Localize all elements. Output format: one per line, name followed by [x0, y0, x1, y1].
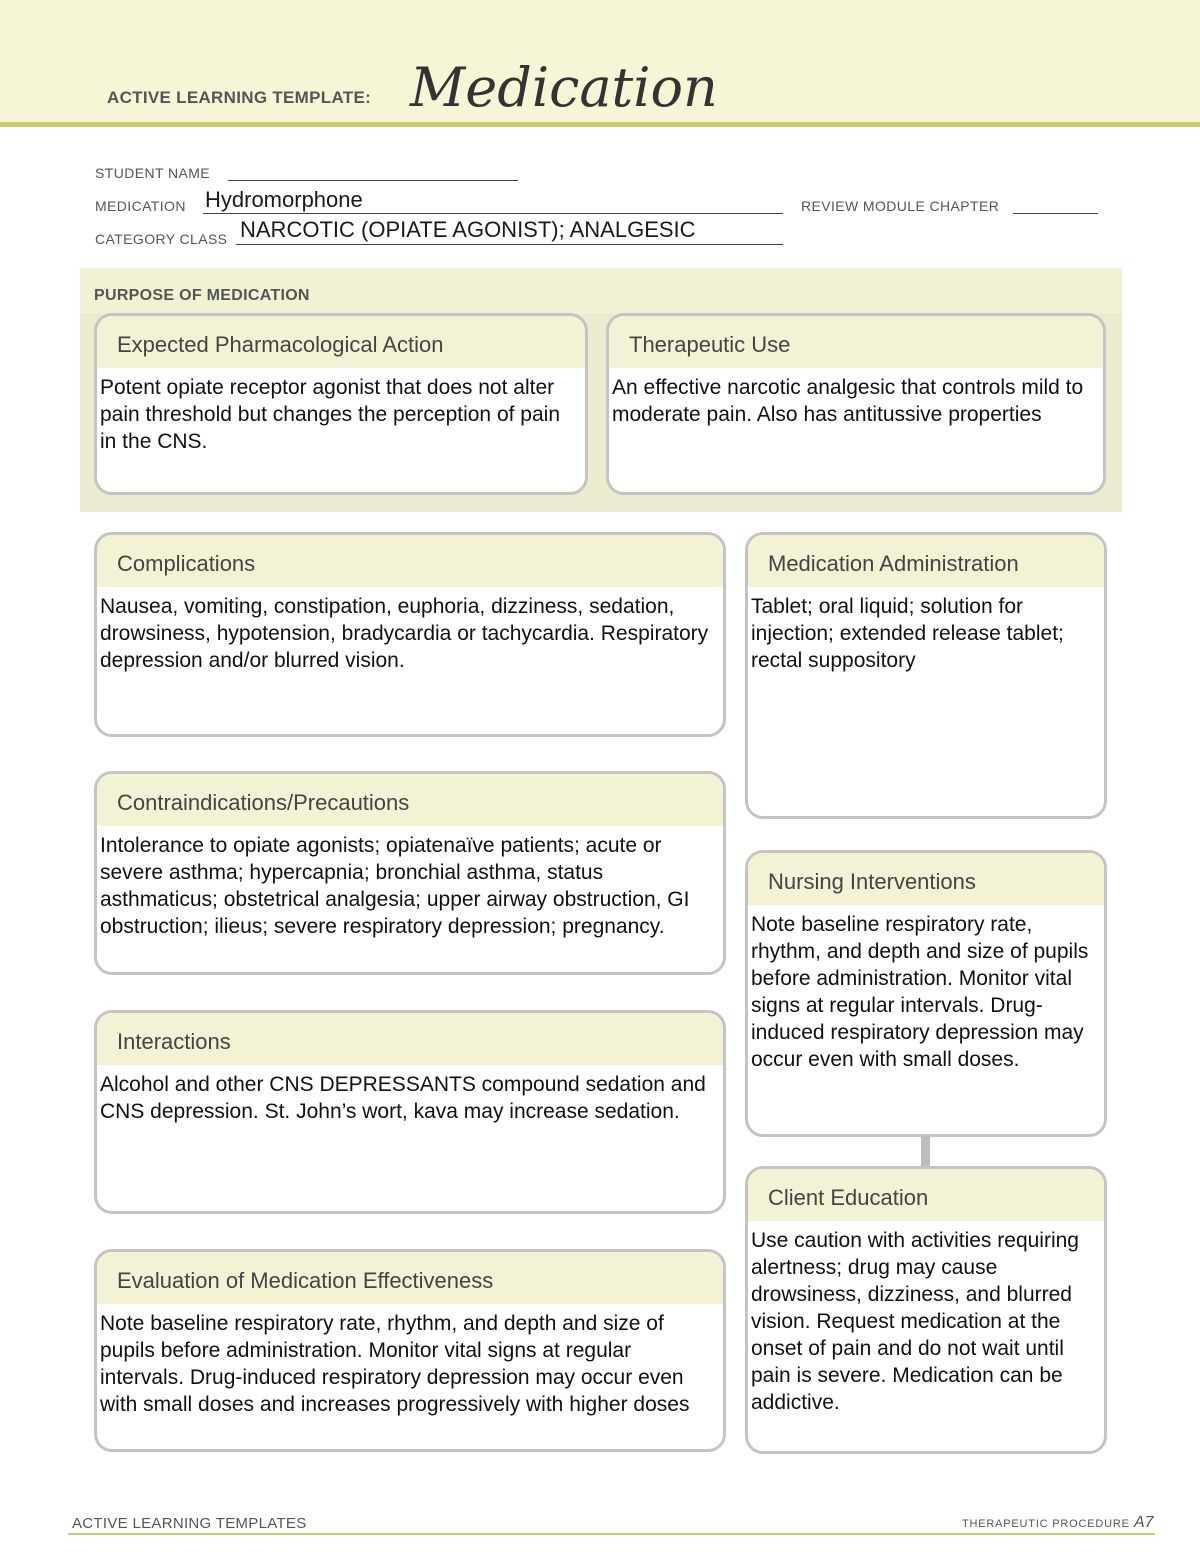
- nursing-interventions-text[interactable]: Note baseline respiratory rate, rhythm, and depth and size of pupils before administration. Monitor vital signs at regular intervals. Drug-induced respiratory depression may occur even with small doses.: [751, 913, 1089, 1071]
- category-class-line: [236, 244, 783, 245]
- expected-action-box: [94, 313, 588, 495]
- medication-line: [203, 213, 783, 214]
- medication-label: MEDICATION: [95, 198, 186, 214]
- contraindications-box: [94, 771, 726, 975]
- category-class-field[interactable]: NARCOTIC (OPIATE AGONIST); ANALGESIC: [240, 217, 696, 242]
- complications-title: Complications: [97, 535, 723, 587]
- template-prefix: ACTIVE LEARNING TEMPLATE:: [107, 88, 372, 107]
- client-education-box: [745, 1166, 1107, 1454]
- therapeutic-use-title: Therapeutic Use: [609, 316, 1103, 368]
- therapeutic-use-text[interactable]: An effective narcotic analgesic that controls mild to moderate pain. Also has antitussive properties: [612, 376, 1084, 426]
- interactions-title: Interactions: [97, 1013, 723, 1065]
- student-name-label: STUDENT NAME: [95, 165, 210, 181]
- header-rule: [0, 122, 1200, 127]
- medication-field[interactable]: Hydromorphone: [205, 187, 363, 212]
- interactions-text[interactable]: Alcohol and other CNS DEPRESSANTS compound sedation and CNS depression. St. John’s wort, kava may increase sedation.: [100, 1073, 706, 1123]
- evaluation-box: [94, 1249, 726, 1452]
- medication-administration-box: [745, 532, 1107, 819]
- page-number: A7: [1134, 1514, 1154, 1531]
- contraindications-title: Contraindications/Precautions: [97, 774, 723, 826]
- page-title: Medication: [410, 56, 718, 119]
- review-module-label: REVIEW MODULE CHAPTER: [801, 198, 1000, 214]
- complications-text[interactable]: Nausea, vomiting, constipation, euphoria, dizziness, sedation, drowsiness, hypotension, bradycardia or tachycardia. Respiratory depression and/or blurred vision.: [100, 595, 709, 672]
- footer-left: ACTIVE LEARNING TEMPLATES: [72, 1515, 307, 1532]
- box-connector: [921, 1136, 930, 1166]
- review-module-line: [1013, 213, 1098, 214]
- client-education-title: Client Education: [748, 1169, 1104, 1221]
- evaluation-title: Evaluation of Medication Effectiveness: [97, 1252, 723, 1304]
- expected-action-title: Expected Pharmacological Action: [97, 316, 585, 368]
- category-class-label: CATEGORY CLASS: [95, 231, 228, 247]
- footer-right: THERAPEUTIC PROCEDURE: [962, 1518, 1130, 1530]
- purpose-label: PURPOSE OF MEDICATION: [94, 287, 310, 304]
- footer-rule: [68, 1533, 1155, 1535]
- student-name-line: [228, 180, 518, 181]
- interactions-box: [94, 1010, 726, 1214]
- medication-administration-title: Medication Administration: [748, 535, 1104, 587]
- contraindications-text[interactable]: Intolerance to opiate agonists; opiatenaïve patients; acute or severe asthma; hypercapnia; bronchial asthma, status asthmaticus; obstetrical analgesia; upper airway obstruction, GI obstruction; ilieus; severe respiratory depression; pregnancy.: [100, 834, 690, 938]
- expected-action-text[interactable]: Potent opiate receptor agonist that does not alter pain threshold but changes the perception of pain in the CNS.: [100, 376, 561, 453]
- therapeutic-use-box: [606, 313, 1106, 495]
- medication-administration-text[interactable]: Tablet; oral liquid; solution for injection; extended release tablet; rectal suppository: [751, 595, 1064, 672]
- complications-box: [94, 532, 726, 737]
- client-education-text[interactable]: Use caution with activities requiring alertness; drug may cause drowsiness, dizziness, and blurred vision. Request medication at the onset of pain and do not wait until pain is severe. Medication can be addictive.: [751, 1229, 1079, 1414]
- nursing-interventions-box: [745, 850, 1107, 1137]
- evaluation-text[interactable]: Note baseline respiratory rate, rhythm, and depth and size of pupils before administration. Monitor vital signs at regular intervals. Drug-induced respiratory depression may occur even with small doses and increases progressively with higher doses: [100, 1312, 690, 1416]
- nursing-interventions-title: Nursing Interventions: [748, 853, 1104, 905]
